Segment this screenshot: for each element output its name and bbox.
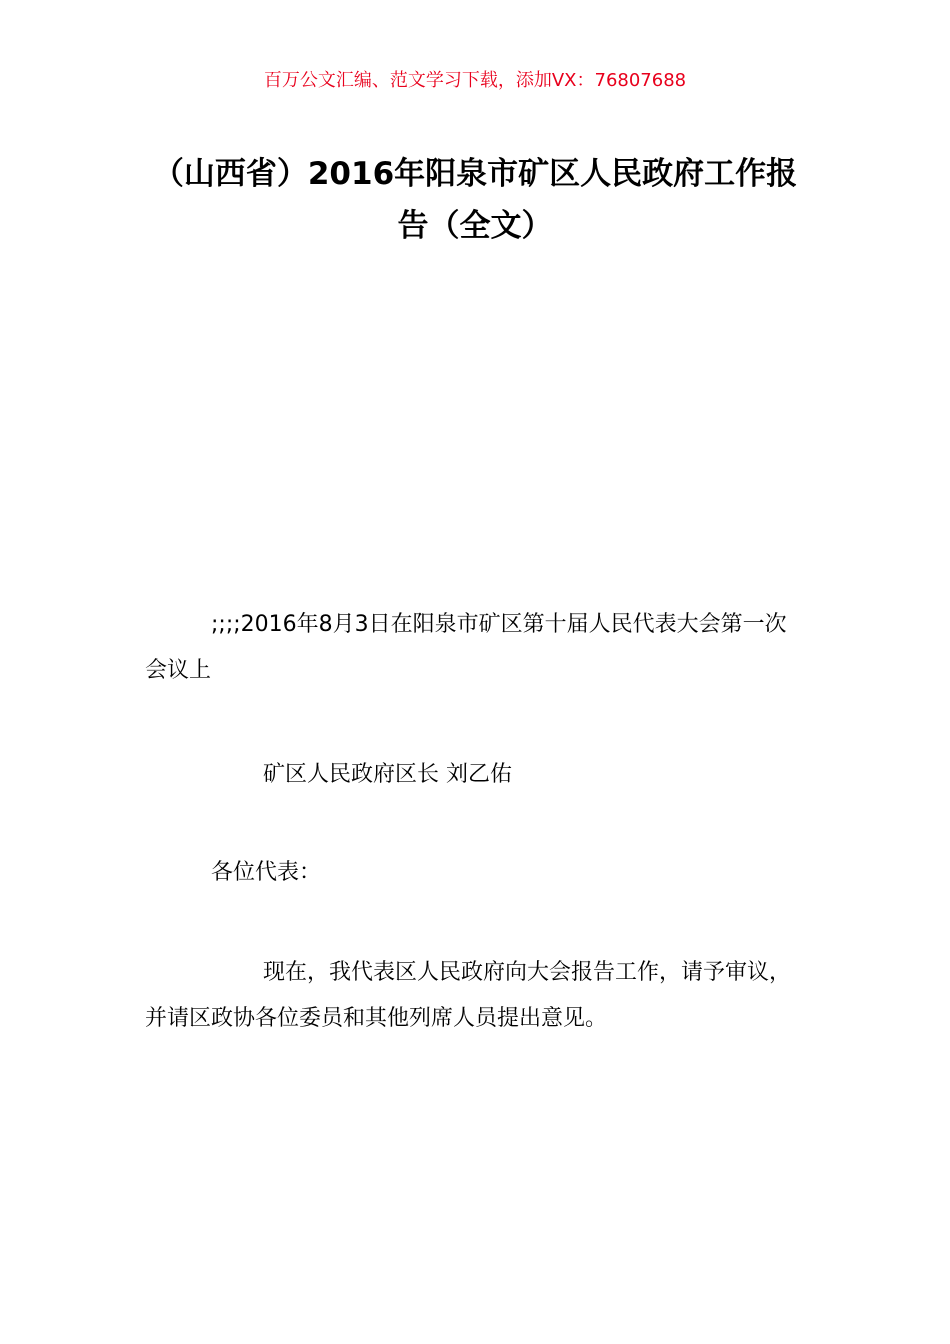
author-line: 矿区人民政府区长 刘乙佑 bbox=[263, 762, 512, 787]
header-promo-note: 百万公文汇编、范文学习下载，添加VX：76807688 bbox=[263, 70, 687, 91]
meeting-line: ;;;;2016年8月3日在阳泉市矿区第十届人民代表大会第一次会议上 bbox=[145, 612, 787, 683]
body-paragraph: 现在，我代表区人民政府向大会报告工作，请予审议，并请区政协各位委员和其他列席人员提出意见。 bbox=[145, 960, 792, 1031]
document-title: （山西省）2016年阳泉市矿区人民政府工作报告（全文） bbox=[152, 156, 798, 244]
greeting-line: 各位代表： bbox=[211, 860, 322, 885]
